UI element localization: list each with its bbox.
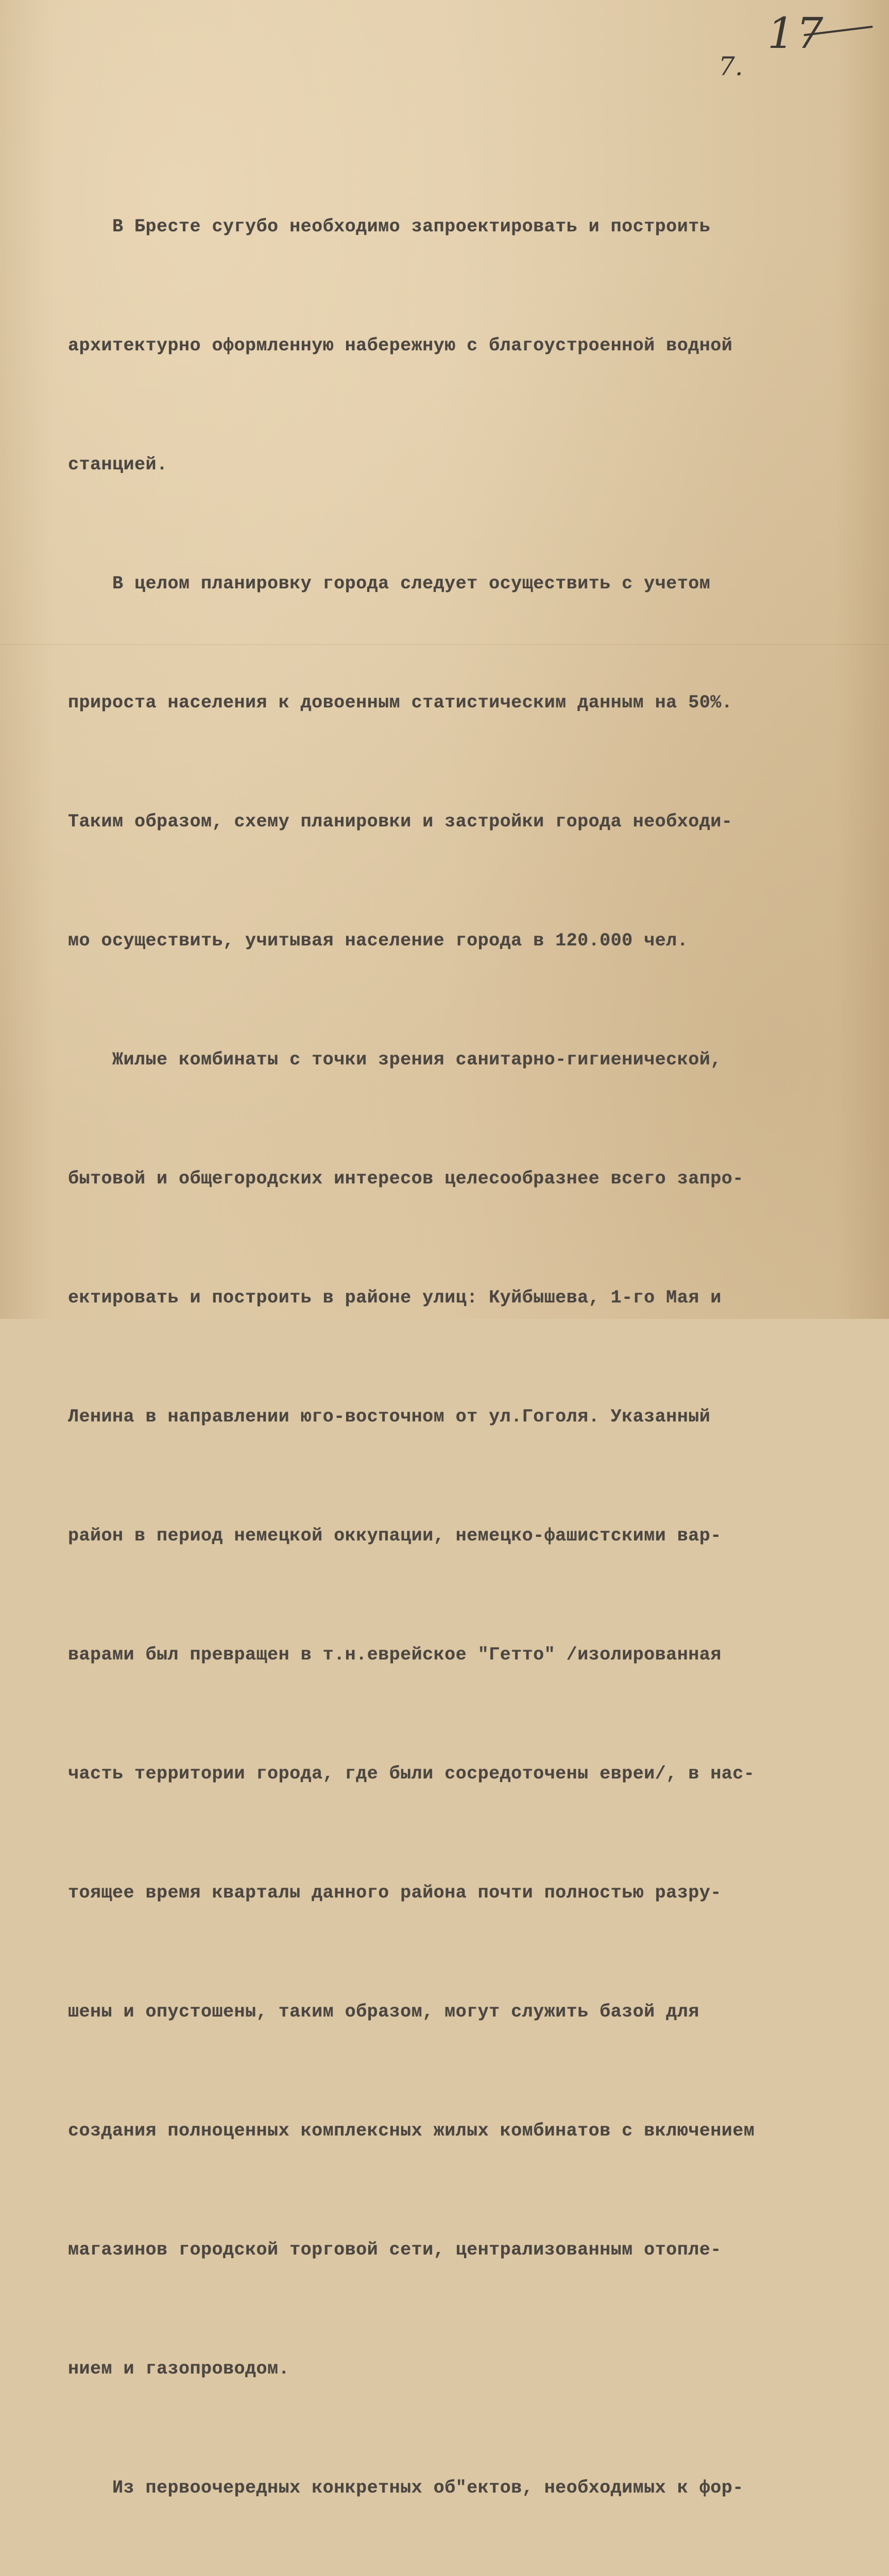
text-line: нием и газопроводом. — [68, 2359, 290, 2379]
text-line: Из первоочередных конкретных об"ектов, необходимых к фор- — [68, 2478, 744, 2498]
text-line: бытовой и общегородских интересов целесообразнее всего запро- — [68, 1168, 744, 1189]
text-line: мо осуществить, учитывая население города в 120.000 чел. — [68, 930, 689, 951]
text-line: архитектурно оформленную набережную с благоустроенной водной — [68, 335, 733, 356]
text-line: Жилые комбинаты с точки зрения санитарно-гигиенической, — [68, 1049, 722, 1070]
text-line: варами был превращен в т.н.еврейское "Гетто" /изолированная — [68, 1645, 722, 1665]
archive-folio-number: 17 — [767, 9, 826, 58]
text-line: шены и опустошены, таким образом, могут служить базой для — [68, 2002, 699, 2022]
text-line: прироста населения к довоенным статистическим данным на 50%. — [68, 692, 733, 713]
text-line: район в период немецкой оккупации, немецко-фашистскими вар- — [68, 1526, 722, 1546]
text-line: часть территории города, где были сосредоточены евреи/, в нас- — [68, 1764, 755, 1784]
typewritten-body — [68, 128, 877, 2576]
text-line: В Бресте сугубо необходимо запроектировать и построить — [68, 216, 711, 237]
text-line: ектировать и построить в районе улиц: Куйбышева, 1-го Мая и — [68, 1287, 722, 1308]
text-line: В целом планировку города следует осуществить с учетом — [68, 573, 711, 594]
text-line: станцией. — [68, 454, 168, 475]
page-number: 7. — [719, 52, 743, 81]
text-line: Ленина в направлении юго-восточном от ул.Гоголя. Указанный — [68, 1406, 711, 1427]
text-line: магазинов городской торговой сети, централизованным отопле- — [68, 2240, 722, 2260]
text-line: Таким образом, схему планировки и застройки города необходи- — [68, 811, 733, 832]
text-line: тоящее время кварталы данного района почти полностью разру- — [68, 1883, 722, 1903]
text-line: создания полноценных комплексных жилых комбинатов с включением — [68, 2121, 755, 2141]
